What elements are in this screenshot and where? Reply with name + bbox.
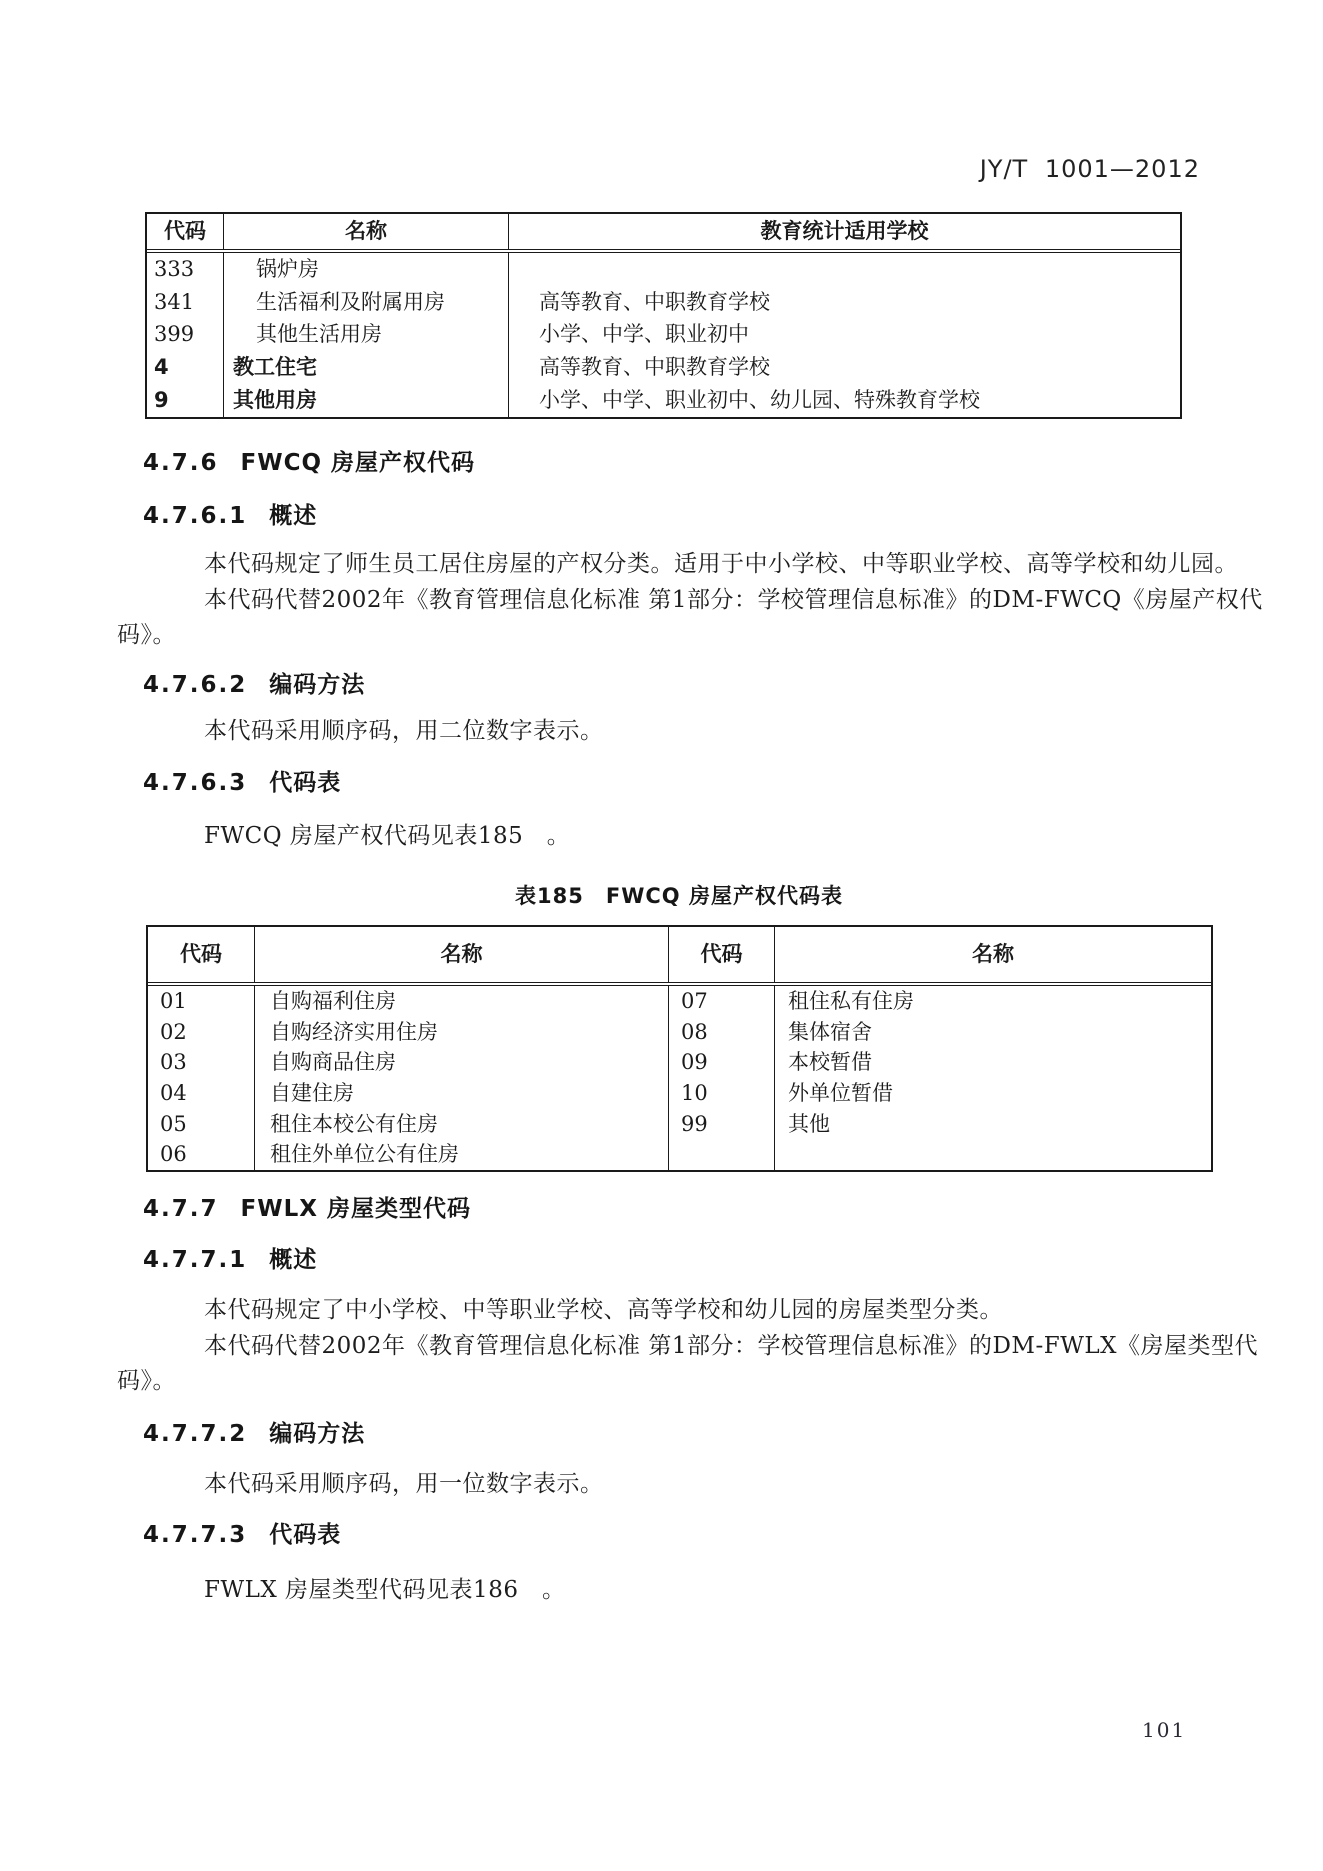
section-heading-4772 <box>143 1421 365 1447</box>
code-cell: 99 <box>669 1109 775 1140</box>
paragraph-line: FWLX 房屋类型代码见表186 。 <box>204 1577 566 1603</box>
code-cell: 08 <box>669 1017 775 1048</box>
schools-cell: 高等教育、中职教育学校 <box>539 289 770 314</box>
heading-title: 编码方法 <box>269 672 366 698</box>
paragraph-line: 本代码代替2002年《教育管理信息化标准 第1部分：学校管理信息标准》的DM-FWLX《房屋类型代 <box>204 1333 1258 1359</box>
page-number: 101 <box>1142 1718 1187 1742</box>
paragraph-line: 本代码采用顺序码，用一位数字表示。 <box>204 1471 604 1497</box>
name-cell: 自购商品住房 <box>255 1047 669 1078</box>
heading-title: 编码方法 <box>269 1421 366 1447</box>
paragraph-line: 本代码规定了中小学校、中等职业学校、高等学校和幼儿园的房屋类型分类。 <box>204 1297 1003 1323</box>
section-heading-4773 <box>143 1522 341 1548</box>
code-cell: 01 <box>148 986 255 1017</box>
code-cell: 333 <box>147 253 224 286</box>
section-heading-4762 <box>143 672 365 698</box>
table-row <box>147 319 1180 352</box>
name-cell: 其他 <box>788 1111 830 1136</box>
code-cell: 4 <box>147 351 224 384</box>
table-row <box>148 1139 1211 1170</box>
name-cell: 集体宿舍 <box>788 1019 872 1044</box>
name-cell: 自建住房 <box>255 1078 669 1109</box>
header-schools: 教育统计适用学校 <box>760 219 929 243</box>
table-row <box>148 1078 1211 1109</box>
name-cell: 本校暂借 <box>788 1050 872 1075</box>
name-cell <box>775 1139 1211 1170</box>
table-row <box>147 351 1180 384</box>
heading-title: 概述 <box>269 503 318 529</box>
paragraph-line: FWCQ 房屋产权代码见表185 。 <box>204 823 571 849</box>
code-cell: 06 <box>148 1139 255 1170</box>
heading-number: 4.7.7.1 <box>143 1247 248 1273</box>
name-cell: 教工住宅 <box>224 351 509 384</box>
code-cell <box>669 1139 775 1170</box>
heading-number: 4.7.6.3 <box>143 770 248 796</box>
code-cell: 04 <box>148 1078 255 1109</box>
heading-title: 代码表 <box>269 770 342 796</box>
code-cell: 09 <box>669 1047 775 1078</box>
header-name: 名称 <box>224 214 509 249</box>
section-heading-477 <box>143 1196 471 1222</box>
table-row <box>147 384 1180 417</box>
name-cell: 其他生活用房 <box>224 319 509 352</box>
fwcq-codes-table <box>146 925 1213 1172</box>
table-row <box>147 286 1180 319</box>
name-cell: 自购福利住房 <box>255 986 669 1017</box>
heading-title: 概述 <box>269 1247 318 1273</box>
heading-number: 4.7.6.1 <box>143 503 248 529</box>
section-heading-476 <box>143 450 475 476</box>
code-cell: 03 <box>148 1047 255 1078</box>
building-codes-table <box>145 212 1182 419</box>
name-cell: 租住私有住房 <box>788 988 914 1013</box>
name-cell: 租住本校公有住房 <box>255 1109 669 1140</box>
code-cell: 10 <box>669 1078 775 1109</box>
name-cell: 其他用房 <box>224 384 509 417</box>
schools-cell: 小学、中学、职业初中 <box>539 322 749 347</box>
table-row <box>148 1047 1211 1078</box>
code-cell: 399 <box>147 319 224 352</box>
code-cell: 9 <box>147 384 224 417</box>
name-cell: 生活福利及附属用房 <box>224 286 509 319</box>
heading-number: 4.7.7 <box>143 1196 219 1222</box>
paragraph-line: 本代码采用顺序码，用二位数字表示。 <box>204 718 604 744</box>
table-row <box>148 986 1211 1017</box>
schools-cell: 高等教育、中职教育学校 <box>539 355 770 380</box>
code-cell: 07 <box>669 986 775 1017</box>
heading-title: FWCQ 房屋产权代码 <box>240 450 476 476</box>
table-185-caption: 表185 FWCQ 房屋产权代码表 <box>515 884 843 908</box>
heading-number: 4.7.6.2 <box>143 672 248 698</box>
code-cell: 05 <box>148 1109 255 1140</box>
name-cell: 外单位暂借 <box>788 1080 893 1105</box>
section-heading-4763 <box>143 770 341 796</box>
header-code: 代码 <box>148 927 255 982</box>
name-cell: 租住外单位公有住房 <box>255 1139 669 1170</box>
paragraph-line: 码》。 <box>117 1368 176 1394</box>
heading-number: 4.7.7.3 <box>143 1522 248 1548</box>
section-heading-4761 <box>143 503 317 529</box>
table-header-row <box>147 214 1180 253</box>
header-name: 名称 <box>972 942 1014 966</box>
header-code: 代码 <box>147 214 224 249</box>
header-code: 代码 <box>669 927 775 982</box>
table-row <box>148 1017 1211 1048</box>
code-cell: 341 <box>147 286 224 319</box>
name-cell: 锅炉房 <box>224 253 509 286</box>
heading-title: 代码表 <box>269 1522 342 1548</box>
heading-title: FWLX 房屋类型代码 <box>240 1196 471 1222</box>
table-header-row <box>148 927 1211 986</box>
schools-cell: 小学、中学、职业初中、幼儿园、特殊教育学校 <box>539 388 980 413</box>
table-row <box>147 253 1180 286</box>
schools-cell <box>509 253 1180 286</box>
paragraph-line: 本代码代替2002年《教育管理信息化标准 第1部分：学校管理信息标准》的DM-FWCQ《房屋产权代 <box>204 587 1263 613</box>
heading-number: 4.7.6 <box>143 450 219 476</box>
table-row <box>148 1109 1211 1140</box>
doc-number: JY/T 1001—2012 <box>979 155 1200 183</box>
header-name: 名称 <box>255 927 669 982</box>
name-cell: 自购经济实用住房 <box>255 1017 669 1048</box>
heading-number: 4.7.7.2 <box>143 1421 248 1447</box>
section-heading-4771 <box>143 1247 317 1273</box>
code-cell: 02 <box>148 1017 255 1048</box>
paragraph-line: 本代码规定了师生员工居住房屋的产权分类。适用于中小学校、中等职业学校、高等学校和幼儿园。 <box>204 551 1238 577</box>
paragraph-line: 码》。 <box>117 622 176 648</box>
